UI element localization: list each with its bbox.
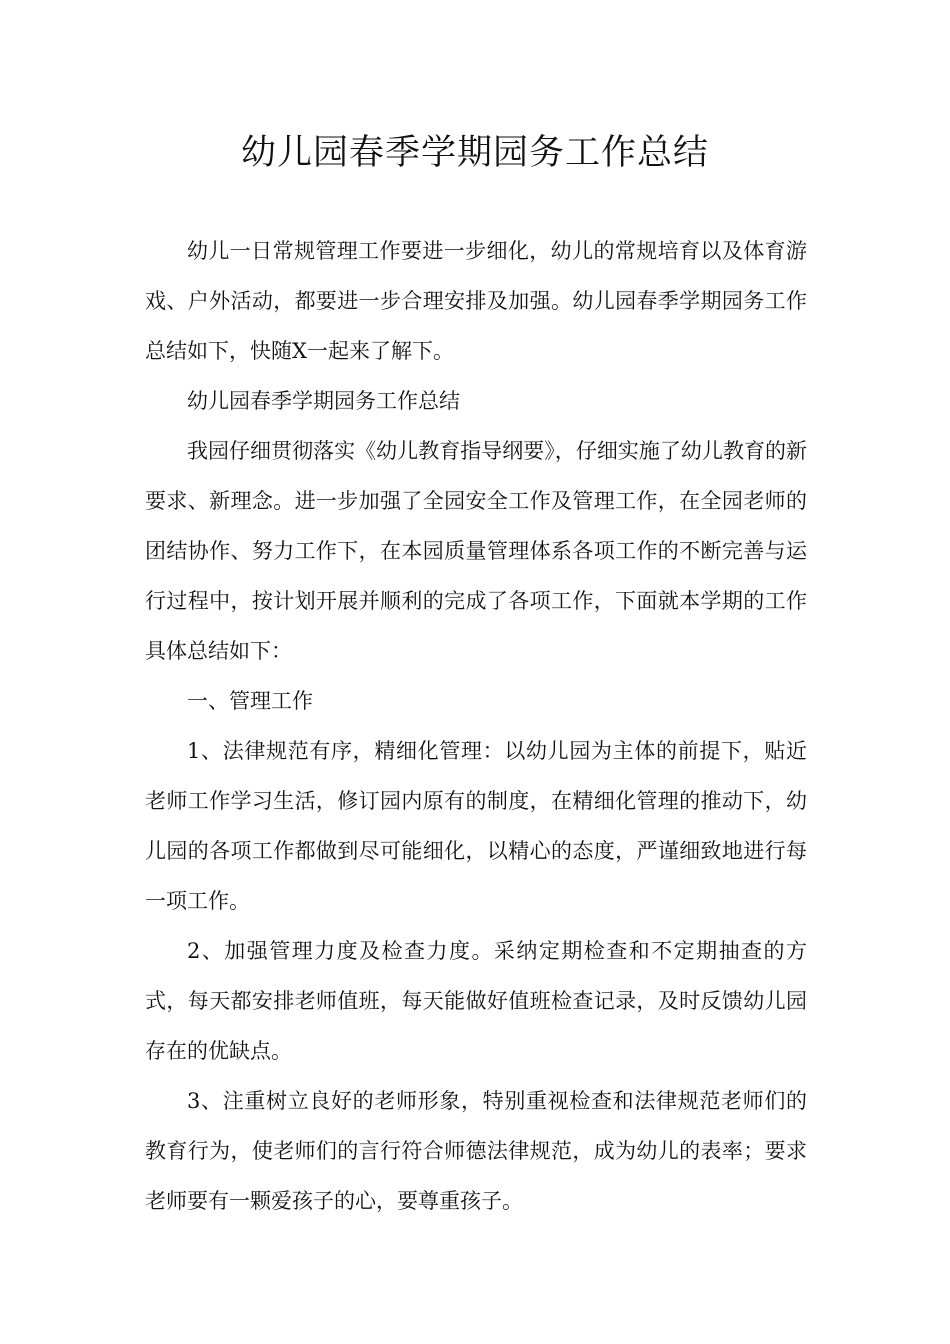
intro-paragraph: 幼儿一日常规管理工作要进一步细化，幼儿的常规培育以及体育游戏、户外活动，都要进一步合理安排及加强。幼儿园春季学期园务工作总结如下，快随X一起来了解下。 [145, 239, 807, 363]
document-title: 幼儿园春季学期园务工作总结 [240, 133, 709, 173]
item-paragraph-1: 1、法律规范有序，精细化管理：以幼儿园为主体的前提下，贴近老师工作学习生活，修订园内原有的制度，在精细化管理的推动下，幼儿园的各项工作都做到尽可能细化，以精心的态度，严谨细致地进行每一项工作。 [145, 739, 807, 913]
overview-paragraph: 我园仔细贯彻落实《幼儿教育指导纲要》，仔细实施了幼儿教育的新要求、新理念。进一步加强了全园安全工作及管理工作，在全园老师的团结协作、努力工作下，在本园质量管理体系各项工作的不断完善与运行过程中，按计划开展并顺利的完成了各项工作，下面就本学期的工作具体总结如下： [145, 439, 807, 663]
item-paragraph-3: 3、注重树立良好的老师形象，特别重视检查和法律规范老师们的教育行为，使老师们的言行符合师德法律规范，成为幼儿的表率；要求老师要有一颗爱孩子的心，要尊重孩子。 [145, 1089, 807, 1213]
item-paragraph-2: 2、加强管理力度及检查力度。采纳定期检查和不定期抽查的方式，每天都安排老师值班，每天能做好值班检查记录，及时反馈幼儿园存在的优缺点。 [145, 939, 807, 1063]
section-heading: 幼儿园春季学期园务工作总结 [187, 389, 460, 413]
document-body [145, 226, 807, 1226]
management-heading: 一、管理工作 [187, 689, 313, 713]
